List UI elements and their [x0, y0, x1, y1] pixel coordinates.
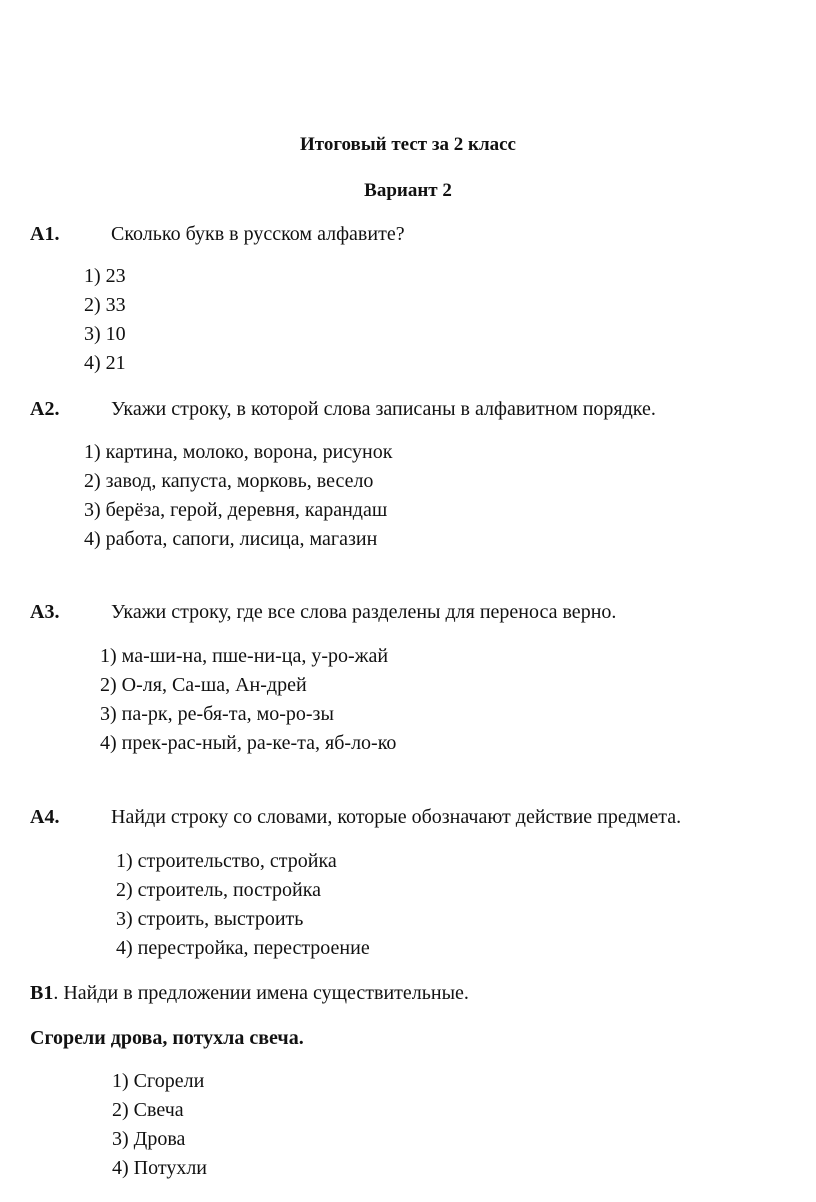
option-number: 2): [112, 1099, 129, 1121]
option-number: 4): [84, 352, 101, 374]
option-text: Свеча: [133, 1099, 184, 1121]
question-heading: [30, 982, 469, 1005]
option-item: [84, 323, 126, 346]
option-number: 2): [116, 879, 133, 901]
option-number: 4): [100, 732, 117, 754]
option-item: [116, 850, 337, 873]
option-text: 10: [105, 323, 126, 345]
option-item: [112, 1070, 204, 1093]
option-number: 4): [112, 1157, 129, 1179]
option-number: 4): [84, 528, 101, 550]
option-item: [84, 470, 373, 493]
question-text: Сколько букв в русском алфавите?: [111, 223, 405, 245]
option-number: 3): [84, 499, 101, 521]
option-item: [84, 499, 387, 522]
option-item: [84, 352, 126, 375]
option-number: 2): [84, 470, 101, 492]
option-text: О-ля, Са-ша, Ан-дрей: [121, 674, 307, 696]
question-number: А2.: [30, 398, 60, 420]
option-item: [84, 441, 392, 464]
option-item: [116, 879, 321, 902]
option-text: Дрова: [133, 1128, 186, 1150]
option-item: [116, 937, 370, 960]
option-text: 23: [105, 265, 126, 287]
option-item: [84, 528, 377, 551]
option-number: 1): [116, 850, 133, 872]
option-number: 2): [84, 294, 101, 316]
option-text: строительство, стройка: [137, 850, 337, 872]
variant-title: Вариант 2: [364, 180, 452, 201]
question-text: . Найди в предложении имена существительные.: [53, 982, 469, 1004]
option-text: па-рк, ре-бя-та, мо-ро-зы: [121, 703, 334, 725]
option-text: прек-рас-ный, ра-ке-та, яб-ло-ко: [121, 732, 397, 754]
option-text: строитель, постройка: [137, 879, 322, 901]
option-text: картина, молоко, ворона, рисунок: [105, 441, 393, 463]
option-number: 3): [84, 323, 101, 345]
option-text: перестройка, перестроение: [137, 937, 370, 959]
option-number: 3): [100, 703, 117, 725]
option-number: 3): [116, 908, 133, 930]
option-number: 2): [100, 674, 117, 696]
question-number: А4.: [30, 806, 60, 828]
question-text: Найди строку со словами, которые обозначают действие предмета.: [111, 806, 682, 828]
option-text: Сгорели: [133, 1070, 205, 1092]
option-text: Потухли: [133, 1157, 208, 1179]
option-text: 33: [105, 294, 126, 316]
option-number: 4): [116, 937, 133, 959]
question-number: А1.: [30, 223, 60, 245]
option-text: ма-ши-на, пше-ни-ца, у-ро-жай: [121, 645, 389, 667]
question-number: В1: [30, 982, 54, 1004]
option-text: 21: [105, 352, 126, 374]
question-number: А3.: [30, 601, 60, 623]
option-text: строить, выстроить: [137, 908, 304, 930]
option-number: 1): [100, 645, 117, 667]
option-item: [100, 645, 388, 668]
option-text: работа, сапоги, лисица, магазин: [105, 528, 378, 550]
question-text: Укажи строку, где все слова разделены для переноса верно.: [111, 601, 617, 623]
sentence-text: Сгорели дрова, потухла свеча.: [30, 1027, 304, 1049]
option-item: [100, 732, 396, 755]
option-item: [112, 1157, 207, 1180]
option-item: [84, 265, 126, 288]
option-item: [116, 908, 303, 931]
option-item: [100, 703, 334, 726]
option-number: 1): [112, 1070, 129, 1092]
option-item: [100, 674, 307, 697]
option-text: завод, капуста, морковь, весело: [105, 470, 374, 492]
option-item: [112, 1128, 185, 1151]
question-text: Укажи строку, в которой слова записаны в алфавитном порядке.: [111, 398, 656, 420]
option-number: 1): [84, 441, 101, 463]
option-number: 3): [112, 1128, 129, 1150]
test-title: Итоговый тест за 2 класс: [300, 134, 516, 155]
option-item: [112, 1099, 184, 1122]
option-number: 1): [84, 265, 101, 287]
option-text: берёза, герой, деревня, карандаш: [105, 499, 388, 521]
option-item: [84, 294, 126, 317]
